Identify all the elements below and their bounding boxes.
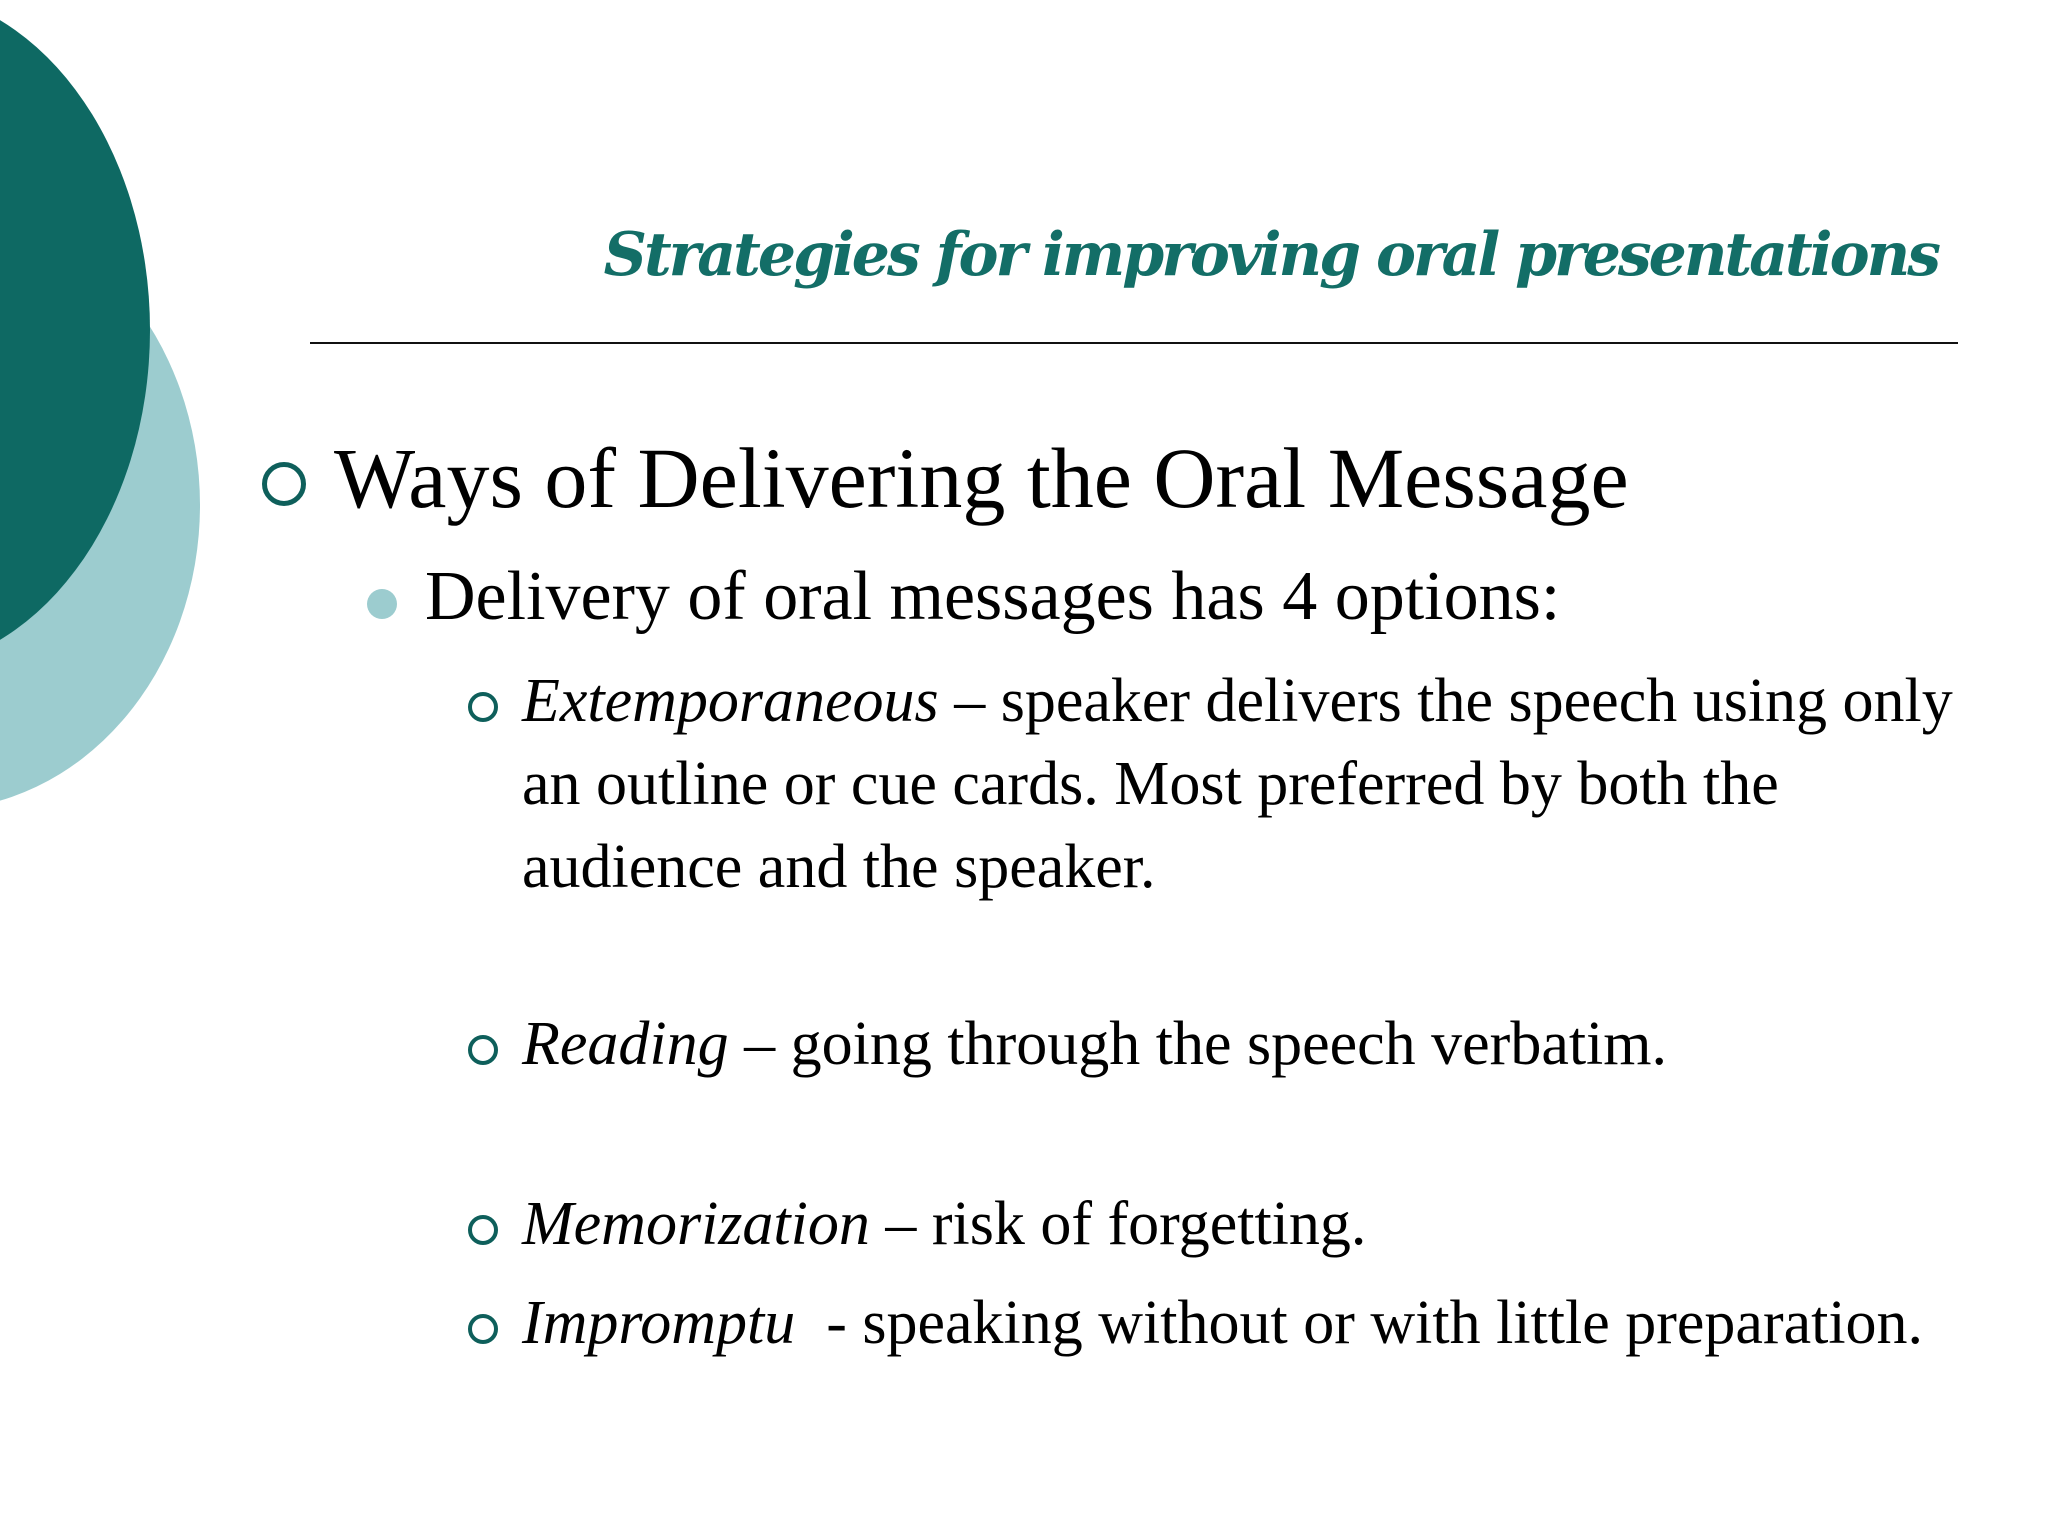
circle-outline-icon bbox=[262, 462, 306, 506]
term-label: Extemporaneous bbox=[522, 667, 939, 735]
term-label: Impromptu bbox=[522, 1289, 796, 1357]
circle-outline-icon bbox=[468, 1035, 498, 1065]
term-description: - speaking without or with little preparation. bbox=[795, 1289, 1924, 1357]
list-item-extemporaneous bbox=[468, 660, 2008, 909]
list-item-text bbox=[522, 660, 2008, 909]
subheading-text: Delivery of oral messages has 4 options: bbox=[425, 558, 1561, 635]
list-item-text bbox=[522, 1282, 1923, 1365]
term-label: Memorization bbox=[522, 1190, 870, 1258]
filled-dot-icon bbox=[367, 589, 397, 619]
slide-title: Strategies for improving oral presentations bbox=[603, 220, 1938, 290]
list-item-reading bbox=[468, 1003, 2008, 1086]
term-label: Reading bbox=[522, 1010, 729, 1078]
circle-outline-icon bbox=[468, 692, 498, 722]
heading-bullet bbox=[262, 428, 1629, 528]
list-item-impromptu bbox=[468, 1282, 2008, 1365]
term-description: – risk of forgetting. bbox=[869, 1190, 1367, 1258]
list-item-text bbox=[522, 1003, 1667, 1086]
circle-outline-icon bbox=[468, 1215, 498, 1245]
list-item-text bbox=[522, 1183, 1366, 1266]
list-item-memorization bbox=[468, 1183, 2008, 1266]
subheading-bullet bbox=[367, 555, 1560, 639]
term-description: – speaker delivers the speech using only an outline or cue cards. Most preferred by both the audience and the speaker. bbox=[522, 667, 1953, 901]
heading-text: Ways of Delivering the Oral Message bbox=[334, 430, 1629, 526]
circle-outline-icon bbox=[468, 1314, 498, 1344]
term-description: – going through the speech verbatim. bbox=[728, 1010, 1668, 1078]
